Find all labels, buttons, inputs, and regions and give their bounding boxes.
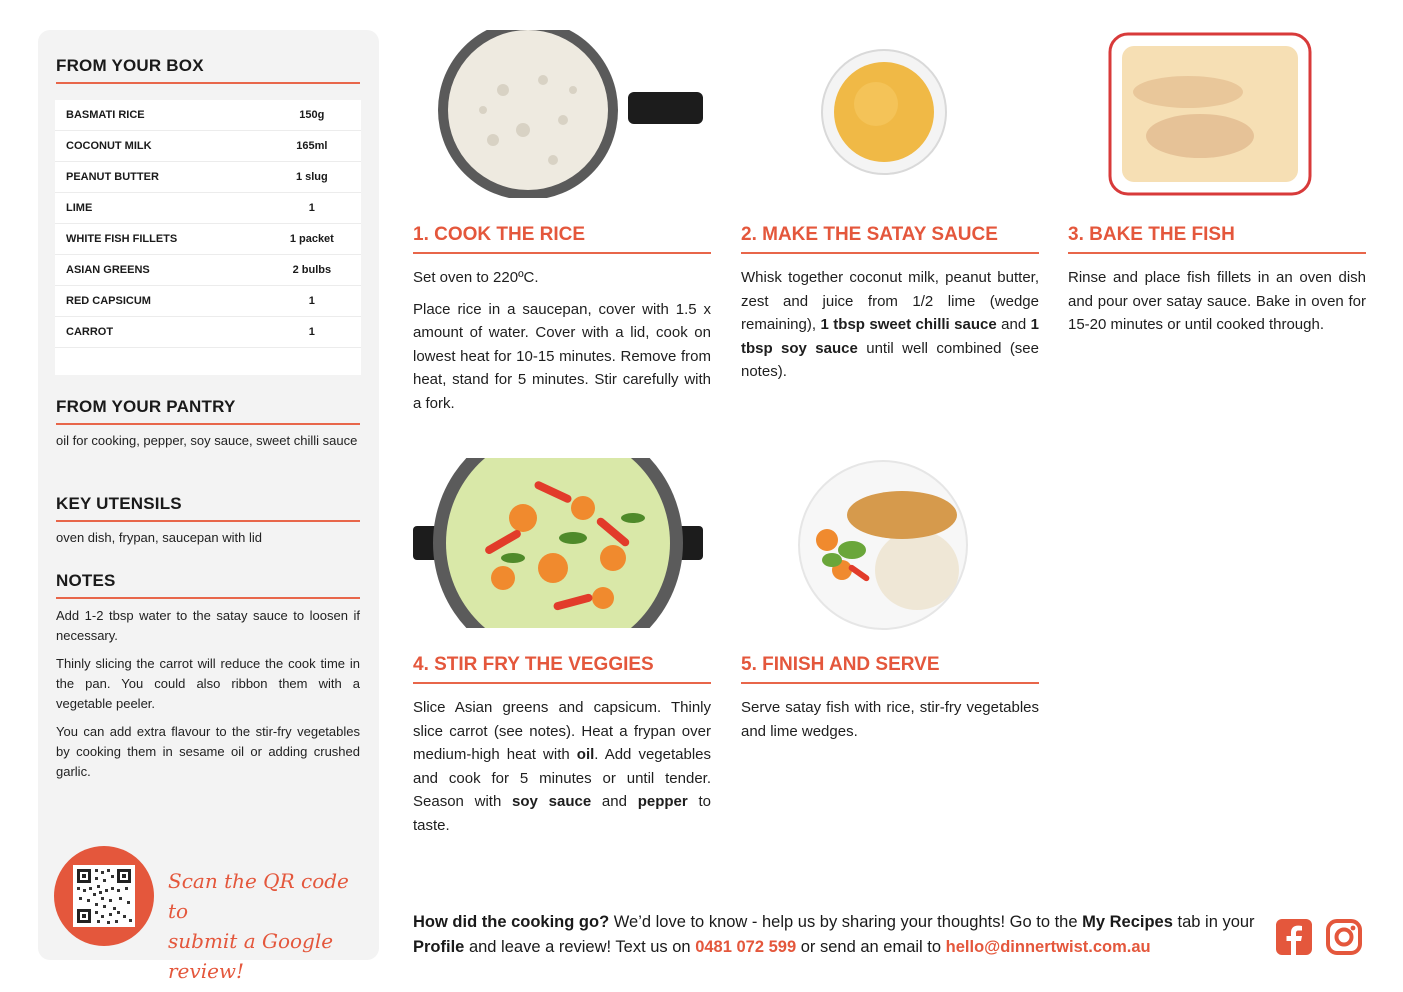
footer-text: or send an email to: [796, 938, 946, 956]
footer-text: tab in your: [1172, 913, 1255, 931]
footer-bold: Profile: [413, 938, 465, 956]
satay-sauce-photo: [820, 48, 948, 176]
fish-dish-photo: [1108, 32, 1312, 196]
step1-body: [413, 266, 711, 423]
ingredient-qty: 1: [308, 326, 315, 338]
step2-bold: 1 tbsp soy sauce: [741, 316, 1039, 357]
footer-bold: My Recipes: [1082, 913, 1173, 931]
plated-meal-photo: [797, 460, 969, 630]
sidebar-panel: [38, 30, 379, 983]
step4-bold: soy sauce: [512, 793, 592, 810]
step2-bold: 1 tbsp sweet chilli sauce: [820, 316, 997, 333]
step4-text: Slice Asian greens and capsicum. Thinly slice carrot (see notes). Heat a frypan over medium-high heat with: [413, 699, 711, 763]
step2-text: until well combined (see notes).: [741, 339, 1039, 380]
ingredient-row: [55, 255, 361, 286]
facebook-icon[interactable]: [1275, 918, 1313, 956]
phone-link[interactable]: 0481 072 599: [695, 938, 797, 956]
stir-fry-photo: [413, 458, 703, 628]
ingredient-row: [55, 317, 361, 348]
note-item: Thinly slicing the carrot will reduce the cook time in the pan. You could also ribbon them with a vegetable peeler.: [56, 656, 360, 711]
ingredient-name: RED CAPSICUM: [66, 295, 151, 307]
step4-body: [413, 696, 711, 837]
pantry-text: oil for cooking, pepper, soy sauce, sweet chilli sauce: [56, 433, 358, 448]
step3-body: Rinse and place fish fillets in an oven dish and pour over satay sauce. Bake in oven for 15-20 minutes or until cooked through.: [1068, 269, 1366, 333]
notes-list: [56, 606, 360, 790]
step4-text: and: [591, 793, 638, 810]
ingredient-qty: 150g: [299, 109, 325, 121]
ingredient-qty: 1 packet: [289, 233, 334, 245]
ingredient-row: [55, 131, 361, 162]
ingredient-qty: 1: [308, 202, 315, 214]
ingredient-name: BASMATI RICE: [66, 109, 145, 121]
step2-text: Whisk together coconut milk, peanut butter, zest and juice from 1/2 lime (wedge remaining),: [741, 269, 1039, 333]
step5-title: 5. FINISH AND SERVE: [741, 654, 1039, 684]
step2-body: [741, 266, 1039, 384]
step4-title: 4. STIR FRY THE VEGGIES: [413, 654, 711, 684]
step4-text: to taste.: [413, 793, 711, 834]
key-utensils-title: KEY UTENSILS: [56, 494, 360, 522]
ingredient-name: PEANUT BUTTER: [66, 171, 159, 183]
step1-title: 1. COOK THE RICE: [413, 224, 711, 254]
qr-code-icon: [73, 865, 135, 927]
qr-caption: [168, 866, 368, 986]
qr-badge[interactable]: [54, 846, 154, 946]
ingredient-row: [55, 193, 361, 224]
ingredient-qty: 2 bulbs: [292, 264, 332, 276]
ingredient-row: [55, 162, 361, 193]
step4-text: . Add vegetables and cook for 5 minutes or until tender. Season with: [413, 746, 711, 810]
email-link[interactable]: hello@dinnertwist.com.au: [945, 938, 1151, 956]
ingredient-name: LIME: [66, 202, 93, 214]
ingredient-name: CARROT: [66, 326, 114, 338]
ingredient-row: [55, 100, 361, 131]
from-your-box-title: FROM YOUR BOX: [56, 56, 360, 84]
qr-caption-line: submit a Google review!: [168, 929, 334, 983]
ingredient-qty: 1 slug: [295, 171, 328, 183]
step5-body: Serve satay fish with rice, stir-fry vegetables and lime wedges.: [741, 699, 1039, 740]
from-your-pantry-title: FROM YOUR PANTRY: [56, 397, 360, 425]
step3-title: 3. BAKE THE FISH: [1068, 224, 1366, 254]
footer-bold: How did the cooking go?: [413, 913, 610, 931]
ingredient-name: WHITE FISH FILLETS: [66, 233, 178, 245]
step1-para: Place rice in a saucepan, cover with 1.5 x amount of water. Cover with a lid, cook on lowest heat for 10-15 minutes. Remove from heat, stand for 5 minutes. Stir carefully with a fork.: [413, 300, 711, 412]
note-item: Add 1-2 tbsp water to the satay sauce to loosen if necessary.: [56, 608, 360, 643]
note-item: You can add extra flavour to the stir-fry vegetables by cooking them in sesame oil or adding crushed garlic.: [56, 724, 360, 779]
rice-pot-photo: [413, 30, 703, 198]
step4-bold: oil: [576, 746, 595, 763]
ingredient-qty: 1: [308, 295, 315, 307]
ingredient-name: ASIAN GREENS: [66, 264, 150, 276]
qr-caption-line: Scan the QR code to: [168, 869, 349, 923]
step4-bold: pepper: [637, 793, 688, 810]
instagram-icon[interactable]: [1325, 918, 1363, 956]
feedback-footer: [413, 910, 1263, 960]
step2-title: 2. MAKE THE SATAY SAUCE: [741, 224, 1039, 254]
step2-text: and: [996, 316, 1031, 333]
ingredient-row: [55, 286, 361, 317]
notes-title: NOTES: [56, 571, 360, 599]
step1-para: Set oven to 220ºC.: [413, 269, 539, 286]
footer-text: and leave a review! Text us on: [464, 938, 696, 956]
ingredient-name: COCONUT MILK: [66, 140, 152, 152]
ingredient-row: [55, 224, 361, 255]
footer-text: We’d love to know - help us by sharing your thoughts! Go to the: [609, 913, 1083, 931]
ingredients-table: [55, 100, 361, 375]
ingredient-qty: 165ml: [296, 140, 328, 152]
utensils-text: oven dish, frypan, saucepan with lid: [56, 530, 262, 545]
